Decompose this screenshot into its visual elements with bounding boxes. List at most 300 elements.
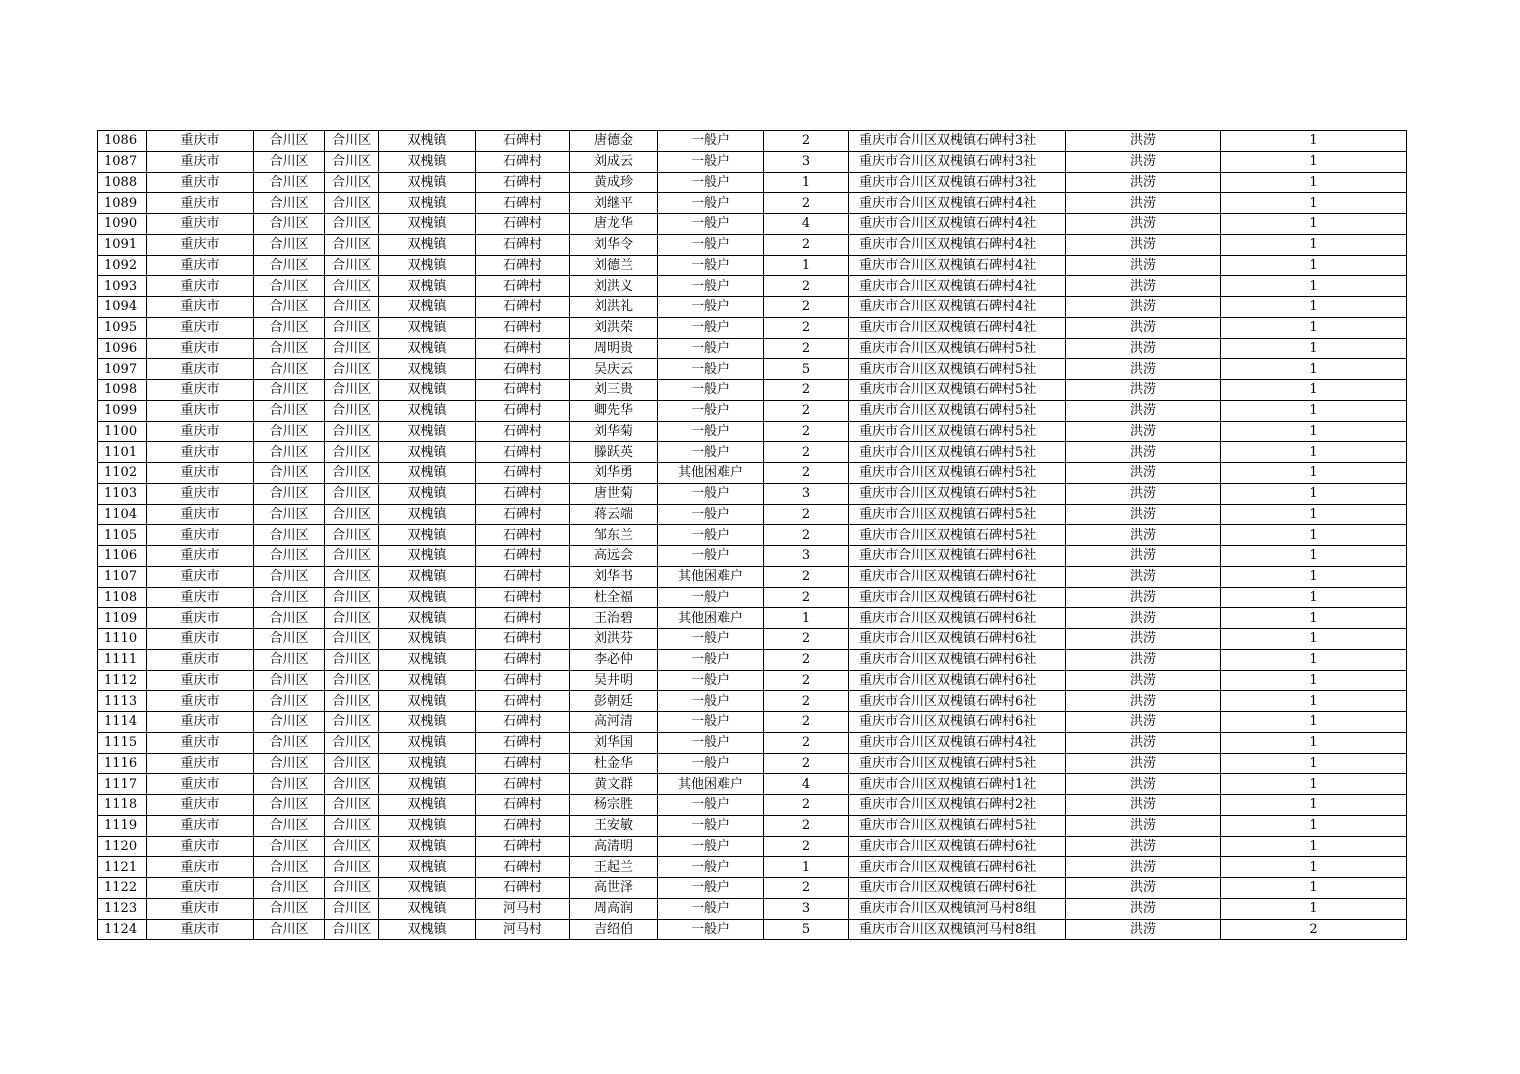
table-row (98, 566, 1407, 587)
row-number-cell: 1098 (98, 380, 147, 401)
disaster-type-cell: 洪涝 (1066, 670, 1221, 691)
town-cell: 双槐镇 (379, 774, 476, 795)
name-cell: 唐德金 (570, 131, 658, 152)
household-type-cell: 一般户 (658, 919, 764, 940)
city-cell: 重庆市 (147, 317, 254, 338)
household-type-cell: 一般户 (658, 898, 764, 919)
address-cell: 重庆市合川区双槐镇石碑村4社 (849, 255, 1066, 276)
village-cell: 石碑村 (476, 878, 570, 899)
district-cell: 合川区 (254, 172, 325, 193)
address-cell: 重庆市合川区双槐镇石碑村5社 (849, 338, 1066, 359)
district-cell: 合川区 (254, 732, 325, 753)
address-cell: 重庆市合川区双槐镇石碑村5社 (849, 483, 1066, 504)
disaster-type-cell: 洪涝 (1066, 442, 1221, 463)
count-cell: 1 (1221, 670, 1407, 691)
name-cell: 高河清 (570, 712, 658, 733)
table-row (98, 795, 1407, 816)
town-cell: 双槐镇 (379, 276, 476, 297)
row-number-cell: 1106 (98, 546, 147, 567)
household-type-cell: 一般户 (658, 359, 764, 380)
household-type-cell: 一般户 (658, 317, 764, 338)
county-cell: 合川区 (325, 732, 379, 753)
village-cell: 石碑村 (476, 338, 570, 359)
row-number-cell: 1117 (98, 774, 147, 795)
city-cell: 重庆市 (147, 255, 254, 276)
city-cell: 重庆市 (147, 587, 254, 608)
district-cell: 合川区 (254, 234, 325, 255)
county-cell: 合川区 (325, 898, 379, 919)
household-type-cell: 一般户 (658, 338, 764, 359)
town-cell: 双槐镇 (379, 629, 476, 650)
town-cell: 双槐镇 (379, 193, 476, 214)
village-cell: 石碑村 (476, 670, 570, 691)
household-size-cell: 3 (764, 546, 849, 567)
county-cell: 合川区 (325, 753, 379, 774)
address-cell: 重庆市合川区双槐镇石碑村1社 (849, 774, 1066, 795)
household-size-cell: 2 (764, 276, 849, 297)
disaster-type-cell: 洪涝 (1066, 546, 1221, 567)
address-cell: 重庆市合川区双槐镇石碑村5社 (849, 753, 1066, 774)
row-number-cell: 1115 (98, 732, 147, 753)
disaster-type-cell: 洪涝 (1066, 815, 1221, 836)
table-row (98, 214, 1407, 235)
row-number-cell: 1086 (98, 131, 147, 152)
count-cell: 1 (1221, 338, 1407, 359)
table-row (98, 483, 1407, 504)
household-type-cell: 一般户 (658, 442, 764, 463)
count-cell: 1 (1221, 193, 1407, 214)
county-cell: 合川区 (325, 193, 379, 214)
county-cell: 合川区 (325, 566, 379, 587)
village-cell: 石碑村 (476, 131, 570, 152)
row-number-cell: 1097 (98, 359, 147, 380)
row-number-cell: 1102 (98, 463, 147, 484)
disaster-type-cell: 洪涝 (1066, 629, 1221, 650)
household-size-cell: 2 (764, 338, 849, 359)
household-size-cell: 2 (764, 442, 849, 463)
household-size-cell: 2 (764, 878, 849, 899)
household-size-cell: 2 (764, 670, 849, 691)
household-type-cell: 其他困难户 (658, 463, 764, 484)
disaster-type-cell: 洪涝 (1066, 608, 1221, 629)
village-cell: 石碑村 (476, 836, 570, 857)
household-type-cell: 一般户 (658, 546, 764, 567)
row-number-cell: 1095 (98, 317, 147, 338)
town-cell: 双槐镇 (379, 608, 476, 629)
district-cell: 合川区 (254, 919, 325, 940)
town-cell: 双槐镇 (379, 878, 476, 899)
village-cell: 石碑村 (476, 421, 570, 442)
table-row (98, 587, 1407, 608)
table-row (98, 504, 1407, 525)
village-cell: 石碑村 (476, 753, 570, 774)
village-cell: 石碑村 (476, 359, 570, 380)
household-type-cell: 一般户 (658, 483, 764, 504)
district-cell: 合川区 (254, 608, 325, 629)
count-cell: 1 (1221, 649, 1407, 670)
address-cell: 重庆市合川区双槐镇石碑村2社 (849, 795, 1066, 816)
village-cell: 石碑村 (476, 442, 570, 463)
row-number-cell: 1110 (98, 629, 147, 650)
village-cell: 石碑村 (476, 255, 570, 276)
district-cell: 合川区 (254, 649, 325, 670)
row-number-cell: 1120 (98, 836, 147, 857)
village-cell: 石碑村 (476, 525, 570, 546)
count-cell: 1 (1221, 276, 1407, 297)
city-cell: 重庆市 (147, 919, 254, 940)
table-row (98, 608, 1407, 629)
household-size-cell: 1 (764, 172, 849, 193)
count-cell: 1 (1221, 753, 1407, 774)
disaster-type-cell: 洪涝 (1066, 400, 1221, 421)
district-cell: 合川区 (254, 898, 325, 919)
row-number-cell: 1087 (98, 151, 147, 172)
table-row (98, 463, 1407, 484)
disaster-type-cell: 洪涝 (1066, 131, 1221, 152)
household-size-cell: 1 (764, 255, 849, 276)
name-cell: 邹东兰 (570, 525, 658, 546)
address-cell: 重庆市合川区双槐镇石碑村6社 (849, 546, 1066, 567)
row-number-cell: 1107 (98, 566, 147, 587)
household-type-cell: 一般户 (658, 836, 764, 857)
town-cell: 双槐镇 (379, 151, 476, 172)
address-cell: 重庆市合川区双槐镇石碑村5社 (849, 815, 1066, 836)
household-type-cell: 一般户 (658, 878, 764, 899)
district-cell: 合川区 (254, 483, 325, 504)
town-cell: 双槐镇 (379, 587, 476, 608)
address-cell: 重庆市合川区双槐镇石碑村6社 (849, 649, 1066, 670)
count-cell: 1 (1221, 317, 1407, 338)
row-number-cell: 1124 (98, 919, 147, 940)
name-cell: 彭朝廷 (570, 691, 658, 712)
disaster-type-cell: 洪涝 (1066, 276, 1221, 297)
town-cell: 双槐镇 (379, 421, 476, 442)
county-cell: 合川区 (325, 504, 379, 525)
village-cell: 石碑村 (476, 193, 570, 214)
count-cell: 1 (1221, 463, 1407, 484)
county-cell: 合川区 (325, 131, 379, 152)
city-cell: 重庆市 (147, 566, 254, 587)
table-row (98, 898, 1407, 919)
disaster-type-cell: 洪涝 (1066, 691, 1221, 712)
name-cell: 卿先华 (570, 400, 658, 421)
town-cell: 双槐镇 (379, 214, 476, 235)
disaster-type-cell: 洪涝 (1066, 338, 1221, 359)
address-cell: 重庆市合川区双槐镇石碑村6社 (849, 712, 1066, 733)
name-cell: 刘洪礼 (570, 297, 658, 318)
disaster-type-cell: 洪涝 (1066, 878, 1221, 899)
count-cell: 1 (1221, 421, 1407, 442)
city-cell: 重庆市 (147, 297, 254, 318)
household-size-cell: 2 (764, 629, 849, 650)
name-cell: 刘三贵 (570, 380, 658, 401)
data-table (97, 130, 1407, 940)
name-cell: 吴庆云 (570, 359, 658, 380)
household-type-cell: 一般户 (658, 649, 764, 670)
address-cell: 重庆市合川区双槐镇石碑村6社 (849, 670, 1066, 691)
address-cell: 重庆市合川区双槐镇石碑村6社 (849, 878, 1066, 899)
district-cell: 合川区 (254, 878, 325, 899)
address-cell: 重庆市合川区双槐镇石碑村3社 (849, 131, 1066, 152)
district-cell: 合川区 (254, 857, 325, 878)
table-row (98, 255, 1407, 276)
disaster-type-cell: 洪涝 (1066, 774, 1221, 795)
village-cell: 石碑村 (476, 463, 570, 484)
count-cell: 1 (1221, 483, 1407, 504)
household-type-cell: 一般户 (658, 504, 764, 525)
disaster-type-cell: 洪涝 (1066, 836, 1221, 857)
household-type-cell: 一般户 (658, 753, 764, 774)
city-cell: 重庆市 (147, 753, 254, 774)
city-cell: 重庆市 (147, 649, 254, 670)
name-cell: 王安敏 (570, 815, 658, 836)
village-cell: 石碑村 (476, 629, 570, 650)
row-number-cell: 1101 (98, 442, 147, 463)
household-size-cell: 2 (764, 421, 849, 442)
address-cell: 重庆市合川区双槐镇石碑村5社 (849, 504, 1066, 525)
count-cell: 1 (1221, 898, 1407, 919)
household-type-cell: 一般户 (658, 131, 764, 152)
address-cell: 重庆市合川区双槐镇石碑村5社 (849, 525, 1066, 546)
county-cell: 合川区 (325, 338, 379, 359)
count-cell: 1 (1221, 297, 1407, 318)
household-type-cell: 一般户 (658, 276, 764, 297)
name-cell: 杜金华 (570, 753, 658, 774)
name-cell: 王治碧 (570, 608, 658, 629)
county-cell: 合川区 (325, 234, 379, 255)
town-cell: 双槐镇 (379, 380, 476, 401)
household-type-cell: 一般户 (658, 815, 764, 836)
household-size-cell: 2 (764, 753, 849, 774)
household-type-cell: 一般户 (658, 712, 764, 733)
district-cell: 合川区 (254, 151, 325, 172)
address-cell: 重庆市合川区双槐镇石碑村6社 (849, 566, 1066, 587)
household-size-cell: 2 (764, 649, 849, 670)
city-cell: 重庆市 (147, 608, 254, 629)
town-cell: 双槐镇 (379, 712, 476, 733)
household-type-cell: 一般户 (658, 670, 764, 691)
town-cell: 双槐镇 (379, 670, 476, 691)
row-number-cell: 1090 (98, 214, 147, 235)
count-cell: 1 (1221, 172, 1407, 193)
county-cell: 合川区 (325, 815, 379, 836)
count-cell: 1 (1221, 400, 1407, 421)
table-row (98, 131, 1407, 152)
household-size-cell: 2 (764, 815, 849, 836)
name-cell: 刘成云 (570, 151, 658, 172)
city-cell: 重庆市 (147, 504, 254, 525)
city-cell: 重庆市 (147, 546, 254, 567)
city-cell: 重庆市 (147, 795, 254, 816)
disaster-type-cell: 洪涝 (1066, 297, 1221, 318)
disaster-type-cell: 洪涝 (1066, 317, 1221, 338)
count-cell: 1 (1221, 546, 1407, 567)
name-cell: 杜全福 (570, 587, 658, 608)
household-size-cell: 2 (764, 463, 849, 484)
district-cell: 合川区 (254, 131, 325, 152)
address-cell: 重庆市合川区双槐镇石碑村4社 (849, 276, 1066, 297)
address-cell: 重庆市合川区双槐镇石碑村6社 (849, 608, 1066, 629)
household-size-cell: 2 (764, 712, 849, 733)
name-cell: 蒋云端 (570, 504, 658, 525)
count-cell: 1 (1221, 234, 1407, 255)
name-cell: 唐世菊 (570, 483, 658, 504)
name-cell: 吴井明 (570, 670, 658, 691)
village-cell: 石碑村 (476, 234, 570, 255)
count-cell: 1 (1221, 774, 1407, 795)
name-cell: 刘华勇 (570, 463, 658, 484)
district-cell: 合川区 (254, 421, 325, 442)
table-row (98, 691, 1407, 712)
town-cell: 双槐镇 (379, 297, 476, 318)
count-cell: 1 (1221, 566, 1407, 587)
name-cell: 刘继平 (570, 193, 658, 214)
town-cell: 双槐镇 (379, 359, 476, 380)
household-size-cell: 2 (764, 587, 849, 608)
town-cell: 双槐镇 (379, 566, 476, 587)
city-cell: 重庆市 (147, 131, 254, 152)
table-row (98, 359, 1407, 380)
town-cell: 双槐镇 (379, 525, 476, 546)
household-size-cell: 3 (764, 483, 849, 504)
household-size-cell: 2 (764, 380, 849, 401)
disaster-type-cell: 洪涝 (1066, 234, 1221, 255)
town-cell: 双槐镇 (379, 691, 476, 712)
table-row (98, 421, 1407, 442)
table-row (98, 670, 1407, 691)
row-number-cell: 1113 (98, 691, 147, 712)
table-row (98, 297, 1407, 318)
county-cell: 合川区 (325, 317, 379, 338)
count-cell: 2 (1221, 919, 1407, 940)
address-cell: 重庆市合川区双槐镇石碑村5社 (849, 463, 1066, 484)
household-type-cell: 一般户 (658, 421, 764, 442)
town-cell: 双槐镇 (379, 815, 476, 836)
household-type-cell: 一般户 (658, 151, 764, 172)
county-cell: 合川区 (325, 629, 379, 650)
disaster-type-cell: 洪涝 (1066, 753, 1221, 774)
village-cell: 石碑村 (476, 566, 570, 587)
address-cell: 重庆市合川区双槐镇石碑村5社 (849, 400, 1066, 421)
county-cell: 合川区 (325, 214, 379, 235)
town-cell: 双槐镇 (379, 131, 476, 152)
village-cell: 石碑村 (476, 297, 570, 318)
town-cell: 双槐镇 (379, 504, 476, 525)
household-size-cell: 4 (764, 774, 849, 795)
household-type-cell: 一般户 (658, 380, 764, 401)
table-row (98, 317, 1407, 338)
count-cell: 1 (1221, 151, 1407, 172)
county-cell: 合川区 (325, 587, 379, 608)
count-cell: 1 (1221, 608, 1407, 629)
town-cell: 双槐镇 (379, 732, 476, 753)
county-cell: 合川区 (325, 463, 379, 484)
county-cell: 合川区 (325, 774, 379, 795)
household-type-cell: 一般户 (658, 857, 764, 878)
table-row (98, 193, 1407, 214)
county-cell: 合川区 (325, 255, 379, 276)
household-size-cell: 2 (764, 795, 849, 816)
name-cell: 周明贵 (570, 338, 658, 359)
disaster-type-cell: 洪涝 (1066, 732, 1221, 753)
row-number-cell: 1096 (98, 338, 147, 359)
name-cell: 刘华令 (570, 234, 658, 255)
table-row (98, 400, 1407, 421)
county-cell: 合川区 (325, 297, 379, 318)
town-cell: 双槐镇 (379, 463, 476, 484)
household-size-cell: 2 (764, 691, 849, 712)
table-row (98, 338, 1407, 359)
district-cell: 合川区 (254, 753, 325, 774)
count-cell: 1 (1221, 587, 1407, 608)
county-cell: 合川区 (325, 878, 379, 899)
row-number-cell: 1111 (98, 649, 147, 670)
disaster-type-cell: 洪涝 (1066, 172, 1221, 193)
county-cell: 合川区 (325, 359, 379, 380)
household-size-cell: 3 (764, 151, 849, 172)
city-cell: 重庆市 (147, 857, 254, 878)
district-cell: 合川区 (254, 712, 325, 733)
village-cell: 石碑村 (476, 608, 570, 629)
table-row (98, 649, 1407, 670)
town-cell: 双槐镇 (379, 649, 476, 670)
name-cell: 高远会 (570, 546, 658, 567)
city-cell: 重庆市 (147, 214, 254, 235)
table-row (98, 525, 1407, 546)
district-cell: 合川区 (254, 670, 325, 691)
disaster-type-cell: 洪涝 (1066, 193, 1221, 214)
address-cell: 重庆市合川区双槐镇石碑村6社 (849, 691, 1066, 712)
village-cell: 石碑村 (476, 795, 570, 816)
county-cell: 合川区 (325, 546, 379, 567)
row-number-cell: 1100 (98, 421, 147, 442)
row-number-cell: 1112 (98, 670, 147, 691)
county-cell: 合川区 (325, 795, 379, 816)
district-cell: 合川区 (254, 380, 325, 401)
county-cell: 合川区 (325, 400, 379, 421)
county-cell: 合川区 (325, 670, 379, 691)
address-cell: 重庆市合川区双槐镇河马村8组 (849, 898, 1066, 919)
count-cell: 1 (1221, 629, 1407, 650)
town-cell: 双槐镇 (379, 836, 476, 857)
count-cell: 1 (1221, 857, 1407, 878)
household-type-cell: 一般户 (658, 172, 764, 193)
count-cell: 1 (1221, 214, 1407, 235)
disaster-type-cell: 洪涝 (1066, 587, 1221, 608)
row-number-cell: 1091 (98, 234, 147, 255)
address-cell: 重庆市合川区双槐镇石碑村5社 (849, 359, 1066, 380)
city-cell: 重庆市 (147, 898, 254, 919)
count-cell: 1 (1221, 815, 1407, 836)
household-size-cell: 4 (764, 214, 849, 235)
table-row (98, 753, 1407, 774)
address-cell: 重庆市合川区双槐镇石碑村4社 (849, 214, 1066, 235)
city-cell: 重庆市 (147, 670, 254, 691)
city-cell: 重庆市 (147, 442, 254, 463)
table-row (98, 878, 1407, 899)
county-cell: 合川区 (325, 151, 379, 172)
count-cell: 1 (1221, 255, 1407, 276)
address-cell: 重庆市合川区双槐镇石碑村4社 (849, 732, 1066, 753)
district-cell: 合川区 (254, 795, 325, 816)
village-cell: 石碑村 (476, 400, 570, 421)
district-cell: 合川区 (254, 338, 325, 359)
row-number-cell: 1123 (98, 898, 147, 919)
city-cell: 重庆市 (147, 815, 254, 836)
city-cell: 重庆市 (147, 774, 254, 795)
household-type-cell: 一般户 (658, 255, 764, 276)
table-row (98, 857, 1407, 878)
